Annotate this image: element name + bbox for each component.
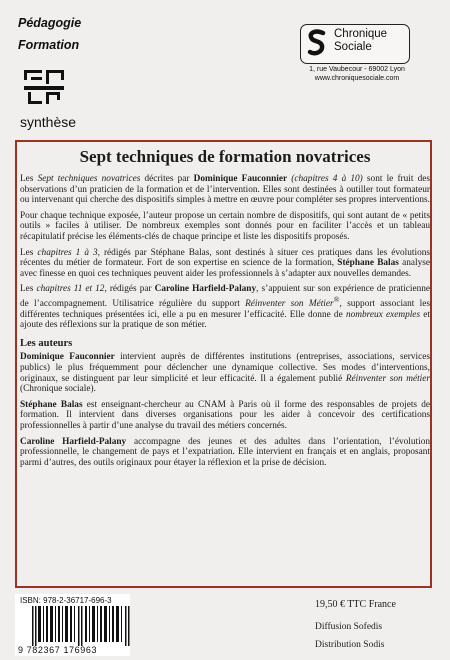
text: nombreux exemples bbox=[345, 309, 421, 320]
text: Les bbox=[20, 284, 37, 295]
author-name: Stéphane Balas bbox=[20, 399, 83, 410]
diffusion: Diffusion Sofedis bbox=[315, 622, 383, 632]
text: Les bbox=[20, 247, 38, 258]
text: Réinventer son métier bbox=[345, 373, 430, 384]
text: intervient auprès de différentes institutions (entreprises, associations, services publics) le plus fréquemment pour déclencher une dynamique collective. Ses modes d’interventions, originaux, se distinguent par leur simplicité et leur efficacité. Il a également publié bbox=[20, 352, 430, 384]
publisher-website: www.chroniquesociale.com bbox=[314, 75, 400, 82]
publisher-name-line1: Chronique bbox=[334, 28, 388, 40]
authors-heading: Les auteurs bbox=[20, 337, 73, 349]
isbn: ISBN: 978-2-36717-696-3 bbox=[20, 596, 112, 605]
series-label bbox=[18, 12, 81, 56]
text: est enseignant-chercheur au CNAM à Paris où il forme des responsables de projets de formation. Il intervient dans diverses organisations pour les aider à concevoir des certifications professionnelles à partir d’une analyse du travail des métiers concernés. bbox=[20, 399, 430, 431]
author-name: Stéphane Balas bbox=[337, 258, 399, 269]
price: 19,50 € TTC France bbox=[315, 599, 396, 610]
synthese-logo-icon bbox=[22, 68, 68, 106]
author-name: Caroline Harfield-Palany bbox=[154, 284, 257, 295]
text: Réinventer son Métier bbox=[245, 299, 334, 310]
paragraph-techniques: Pour chaque technique exposée, l’auteur propose un certain nombre de dispositifs, qui sont autant de « petits outils » faciles à utiliser. De nombreux exemples sont donnés pour en faciliter l’accès et un tableau récapitulatif précise les éléments-clés de chaque principe et liste les dispositifs proposés. bbox=[20, 210, 430, 242]
text: chapitres 11 et 12 bbox=[36, 284, 105, 295]
collection-name: synthèse bbox=[20, 114, 77, 130]
barcode-number: 9 782367 176963 bbox=[18, 645, 98, 655]
paragraph-chapters-11-12 bbox=[20, 284, 430, 330]
registered-mark: ® bbox=[333, 294, 340, 304]
text: , support associant les différentes techniques présentées ici, elle a pu en mesurer l’efficacité. Elle donne de bbox=[20, 299, 430, 320]
author-name: Dominique Fauconnier bbox=[193, 174, 288, 184]
text: accompagne des jeunes et des adultes dans l’orientation, l’évolution professionnelle, le changement de pays et l’expatriation. Elle intervient en français et en anglais, proposant parmi d’autres, des outils originaux pour étayer la réflexion et la prise de décision. bbox=[20, 436, 431, 468]
text: sont le fruit des observations d’un praticien de la formation et de l’intervention. Elles sont destinées à outiller tout formateur ou intervenant qui cherche des dispositifs simples à mettre en œuvre pour compléter ses propres interventions. bbox=[20, 174, 430, 206]
publisher-address bbox=[292, 65, 422, 83]
publisher-logo-icon bbox=[306, 29, 328, 57]
author-name: Dominique Fauconnier bbox=[20, 352, 115, 363]
text: et ajoute des réflexions sur la pratique de son métier. bbox=[20, 309, 430, 331]
text: Sept techniques novatrices bbox=[37, 174, 141, 184]
distribution: Distribution Sodis bbox=[315, 640, 385, 650]
publisher-name bbox=[334, 28, 387, 54]
text: Les bbox=[20, 174, 38, 184]
text: , rédigés par bbox=[104, 284, 155, 295]
series-line-formation: Formation bbox=[18, 38, 80, 52]
series-line-pedagogie: Pédagogie bbox=[18, 16, 82, 30]
author-bio-fauconnier bbox=[20, 352, 430, 394]
book-title: Sept techniques de formation novatrices bbox=[79, 147, 371, 166]
author-name: Caroline Harfield-Palany bbox=[20, 436, 127, 447]
text: , rédigés par Stéphane Balas, sont destinés à situer ces pratiques dans les évolutions récentes du métier de formateur. Fort de son expertise en science de la formation, bbox=[20, 247, 430, 269]
author-bio-harfield-palany bbox=[20, 437, 430, 469]
text: décrites par bbox=[140, 174, 194, 184]
text: analyse avec finesse en quoi ces techniques peuvent aider les professionnels à s’adapter aux nouvelles demandes. bbox=[20, 258, 430, 279]
paragraph-intro bbox=[20, 174, 430, 206]
barcode-icon bbox=[32, 606, 130, 646]
text: (chapitres 4 à 10) bbox=[291, 174, 363, 184]
text: chapitres 1 à 3 bbox=[37, 247, 98, 258]
text: (Chronique sociale). bbox=[20, 384, 96, 395]
author-bio-balas bbox=[20, 400, 430, 432]
publisher-street: 1, rue Vaubecour - 69002 Lyon bbox=[309, 66, 405, 73]
summary-content bbox=[20, 147, 430, 473]
paragraph-chapters-1-3 bbox=[20, 248, 430, 280]
text: , s’appuient sur son expérience de praticienne de l’accompagnement. Utilisatrice régulière du support bbox=[20, 284, 431, 310]
publisher-name-line2: Sociale bbox=[334, 41, 372, 53]
